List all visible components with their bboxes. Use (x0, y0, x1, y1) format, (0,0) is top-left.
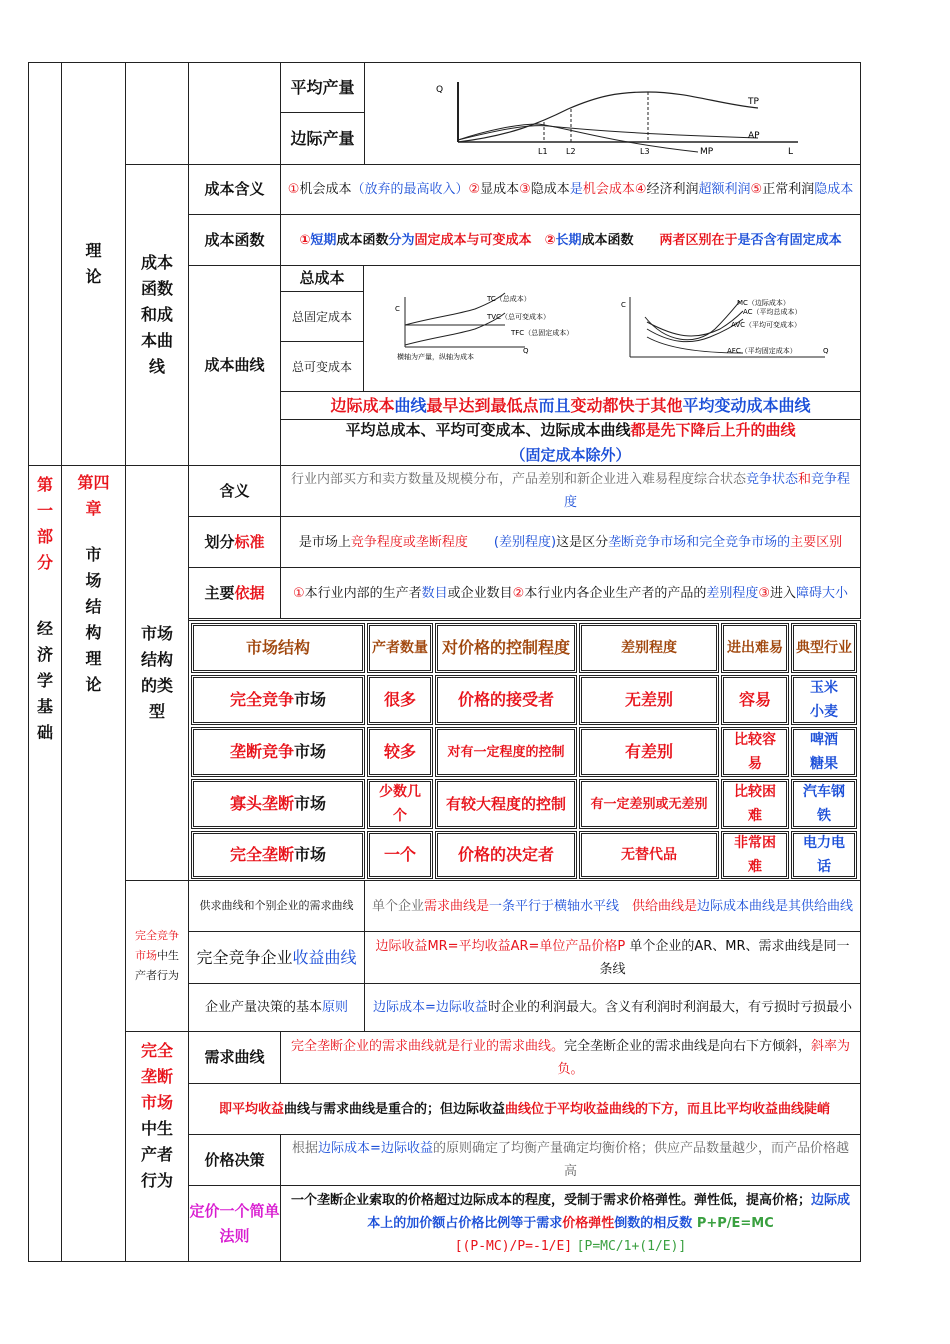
market-table (188, 620, 861, 881)
product-chart (368, 64, 858, 164)
chapter-label: 第四章 (77, 473, 110, 518)
avg-product-label: 平均产量 (280, 62, 365, 113)
col2-theory (61, 62, 126, 466)
c1-tc: TC（总成本） (487, 294, 531, 303)
c2-mc: MC（边际成本） (737, 298, 790, 307)
mono-ar-text: 即平均收益曲线与需求曲线是重合的；但边际收益曲线位于平均收益曲线的下方，而且比平均收益曲线陡峭 (188, 1083, 861, 1135)
mono-demand-text: 完全垄断企业的需求曲线就是行业的需求曲线。完全垄断企业的需求曲线是向右下方倾斜，斜率为负。 (280, 1031, 861, 1084)
pc-r1-text: 单个企业需求曲线是一条平行于横轴水平线 供给曲线是边际成本曲线是其供给曲线 (364, 880, 861, 932)
mt-r1-name: 垄断竞争市场 (191, 727, 365, 777)
part-name: 经济学基础 (36, 619, 53, 742)
prod-ap: AP (747, 130, 760, 141)
pc-r2-label: 完全竞争企业收益曲线 (188, 931, 365, 984)
cost-meaning-label: 成本含义 (188, 164, 281, 215)
mt-r1-c1: 较多 (367, 727, 433, 777)
mono-rule-label: 定价一个简单法则 (188, 1185, 281, 1262)
cost-charts-cell (363, 265, 861, 392)
col2-chapter (61, 465, 126, 1262)
total-cost-label: 总成本 (280, 265, 364, 292)
mt-r0-c1: 很多 (367, 675, 433, 725)
cost-meaning-text: ①机会成本（放弃的最高收入）②显成本③隐成本是机会成本④经济利润超额利润⑤正常利润隐成本 (280, 164, 861, 215)
mt-h1: 产者数量 (367, 623, 433, 673)
theory-label: 理论 (85, 241, 102, 286)
market-basis-label: 主要依据 (188, 567, 281, 619)
product-chart-cell (364, 62, 861, 165)
prod-l: L (787, 146, 793, 157)
c1-tvc: TVC（总可变成本） (487, 312, 550, 321)
cost-function-label: 成本函数 (188, 214, 281, 266)
chapter-name: 市场结构理论 (85, 545, 102, 694)
part-label: 第一部分 (36, 475, 53, 572)
prod-l3: L3 (639, 146, 650, 156)
c1-note: 横轴为产量，纵轴为成本 (397, 352, 474, 361)
cost-curve-label: 成本曲线 (188, 265, 281, 466)
c1-c: C (395, 304, 400, 313)
prod-l1: L1 (537, 146, 548, 156)
mt-r0-name: 完全竞争市场 (191, 675, 365, 725)
cost-function-text: ①短期成本函数分为固定成本与可变成本 ②长期成本函数 两者区别在于是否含有固定成本 (280, 214, 861, 266)
marginal-product-label: 边际产量 (280, 112, 365, 165)
mt-r3-c2: 价格的决定者 (435, 831, 577, 879)
pc-r2-text: 边际收益MR=平均收益AR=单位产品价格P 单个企业的AR、MR、需求曲线是同一条线 (364, 931, 861, 984)
col4-top-blank (188, 62, 281, 165)
mt-r3-c1: 一个 (367, 831, 433, 879)
mt-r3-name: 完全垄断市场 (191, 831, 365, 879)
total-variable-cost-label: 总可变成本 (280, 341, 364, 392)
mt-r2-name: 寡头垄断市场 (191, 779, 365, 829)
c2-c: C (621, 300, 626, 309)
mt-r2-c1: 少数几个 (367, 779, 433, 829)
mt-r2-c3: 有一定差别或无差别 (579, 779, 719, 829)
mt-r1-c5: 啤酒糖果 (791, 727, 857, 777)
mono-price-text: 根据边际成本=边际收益的原则确定了均衡产量确定均衡价格；供应产品数量越少，而产品价格越高 (280, 1134, 861, 1186)
rule-formula2: [(P-MC)/P=-1/E] (454, 1239, 573, 1254)
market-section-label: 市场结构的类型 (125, 465, 189, 881)
mt-r0-c3: 无差别 (579, 675, 719, 725)
prod-l2: L2 (565, 146, 576, 156)
mono-section-label: 完全垄断市场中生产者行为 (125, 1031, 189, 1262)
cost-charts (365, 267, 859, 391)
market-meaning-label: 含义 (188, 465, 281, 517)
mt-r3-c5: 电力电话 (791, 831, 857, 879)
market-division-label: 划分标准 (188, 516, 281, 568)
mt-r1-c4: 比较容易 (721, 727, 789, 777)
mt-r2-c2: 有较大程度的控制 (435, 779, 577, 829)
col1-top (28, 62, 62, 466)
c2-ac: AC（平均总成本） (743, 307, 802, 316)
mt-h2: 对价格的控制程度 (435, 623, 577, 673)
mono-price-label: 价格决策 (188, 1134, 281, 1186)
mt-h0: 市场结构 (191, 623, 365, 673)
mt-r2-c4: 比较困难 (721, 779, 789, 829)
col1-part (28, 465, 62, 1262)
prod-q: Q (435, 84, 443, 95)
prod-mp: MP (699, 146, 713, 157)
total-fixed-cost-label: 总固定成本 (280, 291, 364, 342)
mt-h4: 进出难易 (721, 623, 789, 673)
market-meaning-text: 行业内部买方和卖方数量及规模分布，产品差别和新企业进入难易程度综合状态竞争状态和竞争程度 (280, 465, 861, 517)
pc-r3-text: 边际成本=边际收益时企业的利润最大。含义有利润时利润最大，有亏损时亏损最小 (364, 983, 861, 1032)
c1-q: Q (523, 346, 529, 355)
pc-section-label: 完全竞争市场中生产者行为 (125, 880, 189, 1032)
mc-note: 边际成本曲线最早达到最低点而且变动都快于其他平均变动成本曲线 (280, 391, 861, 420)
c2-afc: AFC（平均固定成本） (727, 346, 797, 355)
prod-tp: TP (747, 96, 759, 107)
cost-section-label: 成本函数和成本曲线 (125, 164, 189, 466)
pc-r1-label: 供求曲线和个别企业的需求曲线 (188, 880, 365, 932)
c2-q: Q (823, 346, 829, 355)
market-basis-text: ①本行业内部的生产者数目或企业数目②本行业内各企业生产者的产品的差别程度③进入障碍大小 (280, 567, 861, 619)
mono-rule-text: 一个垄断企业索取的价格超过边际成本的程度，受制于需求价格弹性。弹性低，提高价格；边际成本上的加价额占价格比例等于需求价格弹性倒数的相反数 P+P/E=MC [(P-MC)/P=-1/E] [P=MC/1+(1/E)] (280, 1185, 861, 1262)
mt-r3-c3: 无替代品 (579, 831, 719, 879)
mt-h3: 差别程度 (579, 623, 719, 673)
mt-r1-c2: 对有一定程度的控制 (435, 727, 577, 777)
mt-r0-c4: 容易 (721, 675, 789, 725)
rule-formula3: [P=MC/1+(1/E)] (576, 1239, 687, 1254)
c1-tfc: TFC（总固定成本） (511, 328, 574, 337)
c2-avc: AVC（平均可变成本） (731, 320, 802, 329)
market-division-text: 是市场上竞争程度或垄断程度 (差别程度)这是区分垄断竞争市场和完全竞争市场的主要区别 (280, 516, 861, 568)
mt-r2-c5: 汽车钢铁 (791, 779, 857, 829)
u-note: 平均总成本、平均可变成本、边际成本曲线都是先下降后上升的曲线（固定成本除外） (280, 419, 861, 466)
mt-r1-c3: 有差别 (579, 727, 719, 777)
mono-demand-label: 需求曲线 (188, 1031, 281, 1084)
mt-r3-c4: 非常困难 (721, 831, 789, 879)
rule-formula1: P+P/E=MC (696, 1216, 774, 1231)
mt-r0-c5: 玉米小麦 (791, 675, 857, 725)
mt-r0-c2: 价格的接受者 (435, 675, 577, 725)
pc-r3-label: 企业产量决策的基本原则 (188, 983, 365, 1032)
col3-top-blank (125, 62, 189, 165)
mt-h5: 典型行业 (791, 623, 857, 673)
